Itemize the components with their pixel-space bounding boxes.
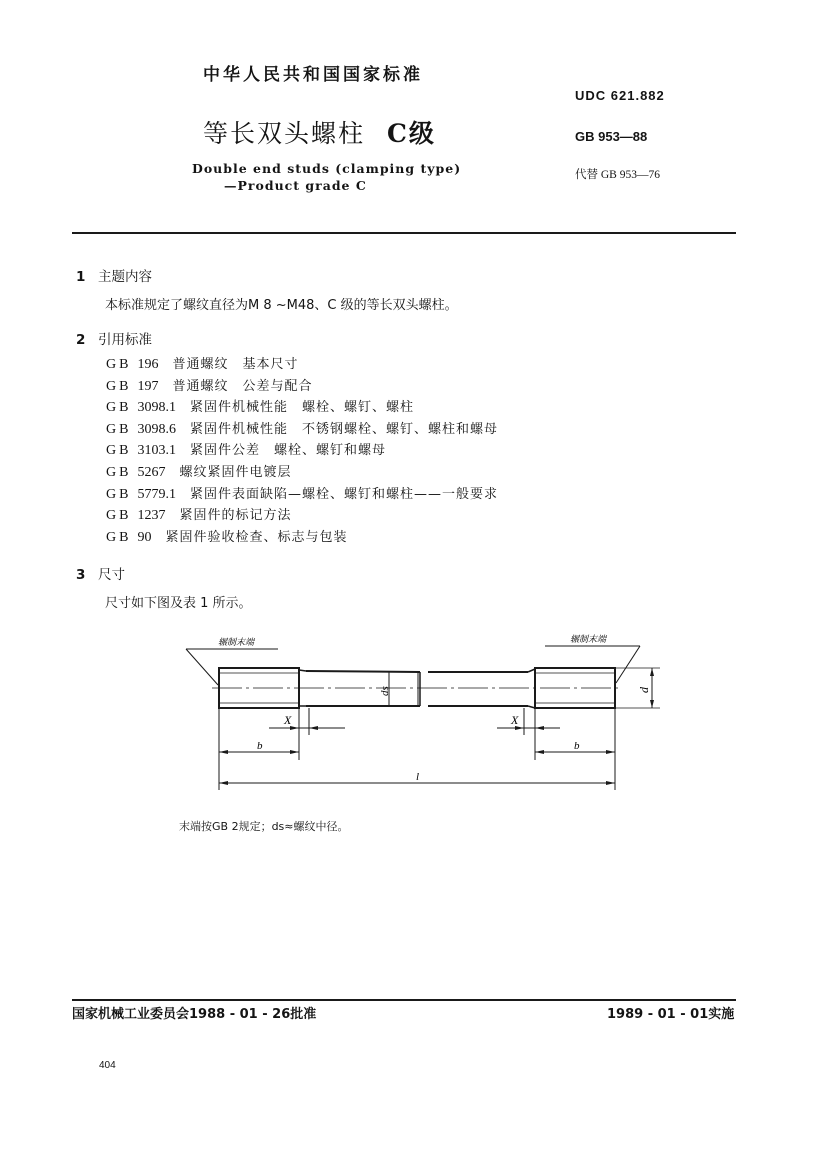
- section-number: 1: [76, 269, 86, 285]
- section-2-heading: [76, 328, 152, 348]
- ref-title: 螺纹紧固件电镀层: [179, 464, 292, 480]
- section-title: 引用标准: [98, 332, 152, 348]
- ref-code: GB: [106, 400, 132, 416]
- left-end-label: 辗制末端: [218, 637, 255, 647]
- title-en-line1: Double end studs (clamping type): [192, 161, 462, 176]
- header-divider: [72, 232, 736, 234]
- page-number: 404: [99, 1060, 116, 1071]
- footer-divider: [72, 999, 736, 1001]
- ref-number: 3098.6: [137, 421, 176, 437]
- ref-code: GB: [106, 421, 132, 437]
- ref-title: 紧固件机械性能 螺栓、螺钉、螺柱: [189, 400, 414, 416]
- ref-code: GB: [106, 486, 132, 502]
- ref-code: GB: [106, 508, 132, 524]
- right-end-label: 辗制末端: [570, 634, 607, 644]
- title-cn-text: 等长双头螺柱: [203, 119, 366, 148]
- l-label: l: [416, 771, 420, 783]
- section-title: 尺寸: [98, 567, 125, 583]
- reference-item: [106, 484, 498, 506]
- reference-item: [106, 376, 498, 398]
- section-title: 主题内容: [98, 269, 152, 285]
- stud-drawing: [170, 625, 670, 800]
- ref-title: 紧固件表面缺陷—螺栓、螺钉和螺柱——一般要求: [189, 486, 498, 502]
- gb-number: GB 953—88: [575, 129, 648, 144]
- reference-item: [106, 462, 498, 484]
- x-label-right: X: [511, 713, 519, 727]
- standard-type: 中华人民共和国国家标准: [203, 65, 423, 85]
- ref-title: 普通螺纹 公差与配合: [172, 378, 313, 394]
- grade-label: C级: [387, 119, 436, 148]
- reference-item: [106, 440, 498, 462]
- ref-number: 3098.1: [137, 400, 176, 416]
- x-label-left: X: [284, 713, 292, 727]
- ref-code: GB: [106, 464, 132, 480]
- ref-title: 紧固件公差 螺栓、螺钉和螺母: [189, 443, 386, 459]
- ref-title: 紧固件机械性能 不锈钢螺栓、螺钉、螺柱和螺母: [189, 421, 498, 437]
- reference-item: [106, 397, 498, 419]
- document-title-en: [192, 160, 461, 194]
- reference-item: [106, 505, 498, 527]
- reference-item: [106, 354, 498, 376]
- ref-number: 90: [137, 529, 152, 545]
- reference-item: [106, 419, 498, 441]
- b-label-right: b: [574, 740, 580, 752]
- ref-code: GB: [106, 378, 132, 394]
- section-1-heading: [76, 265, 152, 285]
- ds-label: ds: [379, 686, 391, 696]
- reference-list: [106, 354, 498, 548]
- document-title-cn: [203, 114, 436, 150]
- ref-title: 紧固件的标记方法: [179, 508, 292, 524]
- approval-note: 国家机械工业委员会1988 - 01 - 26批准: [72, 1007, 317, 1022]
- reference-item: [106, 527, 498, 549]
- section-3-body: 尺寸如下图及表 1 所示。: [105, 596, 252, 611]
- effective-date: 1989 - 01 - 01实施: [607, 1007, 735, 1022]
- figure-caption: 末端按GB 2规定；ds≈螺纹中径。: [179, 820, 349, 833]
- replaces-note: 代替 GB 953—76: [575, 169, 660, 181]
- section-3-heading: [76, 563, 125, 583]
- section-1-body: 本标准规定了螺纹直径为M 8 ~M48、C 级的等长双头螺柱。: [105, 298, 458, 313]
- title-en-line2: —Product grade C: [224, 178, 367, 193]
- udc-code: UDC 621.882: [575, 88, 665, 103]
- d-label: d: [637, 687, 651, 693]
- ref-code: GB: [106, 443, 132, 459]
- section-number: 3: [76, 567, 86, 583]
- ref-code: GB: [106, 529, 132, 545]
- ref-number: 1237: [137, 508, 166, 524]
- ref-title: 普通螺纹 基本尺寸: [172, 357, 299, 372]
- ref-code: GB: [106, 357, 132, 372]
- section-number: 2: [76, 332, 86, 348]
- ref-number: 197: [137, 378, 159, 394]
- ref-title: 紧固件验收检查、标志与包装: [165, 529, 348, 545]
- b-label-left: b: [257, 740, 263, 752]
- ref-number: 196: [137, 357, 159, 372]
- ref-number: 5779.1: [137, 486, 176, 502]
- ref-number: 5267: [137, 464, 166, 480]
- ref-number: 3103.1: [137, 443, 176, 459]
